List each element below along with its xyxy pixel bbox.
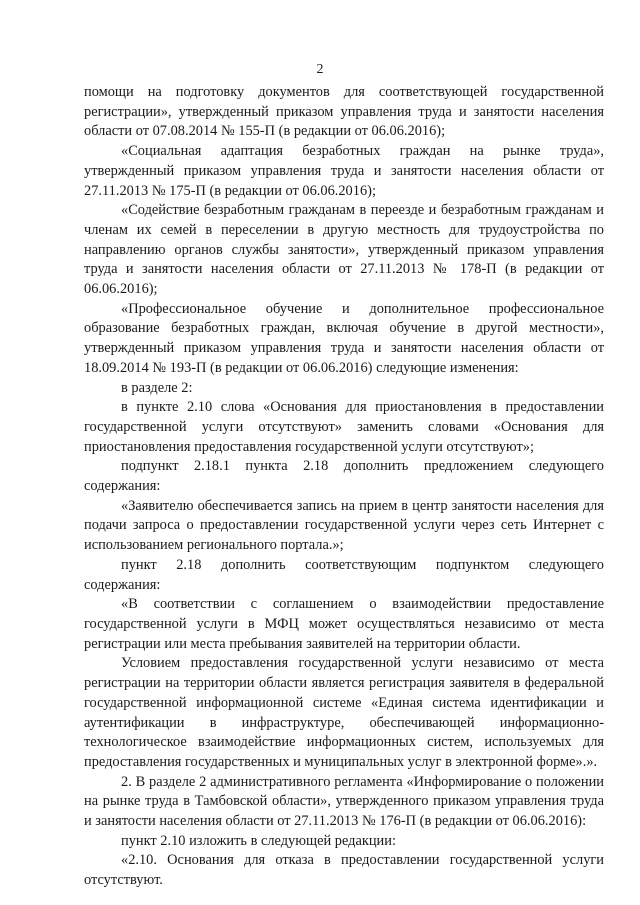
paragraph: Условием предоставления государственной услуги независимо от места регистрации на территории области является регистрация заявителя в федеральной государственной информационной системе «Единая система идентификации и аутентификации в инфраструктуре, обеспечивающей информационно-технологическое взаимодействие информационных систем, используемых для предоставления государственных и муниципальных услуг в электронной форме».». xyxy=(84,655,604,770)
paragraph: помощи на подготовку документов для соответствующей государственной регистрации», утвержденный приказом управления труда и занятости населения области от 07.08.2014 № 155-П (в редакции от 06.06.2016); xyxy=(84,84,604,140)
paragraph: «Содействие безработным гражданам в переезде и безработным гражданам и членам их семей в переселении в другую местность для трудоустройства по направлению органов службы занятости», утвержденный приказом управления труда и занятости населения области от 27.11.2013 № 178-П (в редакции от 06.06.2016); xyxy=(84,202,604,298)
paragraph: подпункт 2.18.1 пункта 2.18 дополнить предложением следующего содержания: xyxy=(84,458,604,495)
paragraph: пункт 2.18 дополнить соответствующим подпунктом следующего содержания: xyxy=(84,556,604,593)
paragraph: пункт 2.10 изложить в следующей редакции: xyxy=(121,832,396,849)
paragraph: в разделе 2: xyxy=(121,379,193,396)
paragraph: «Профессиональное обучение и дополнительное профессиональное образование безработных граждан, включая обучение в другой местности», утвержденный приказом управления труда и занятости населения области от 18.09.2014 № 193-П (в редакции от 06.06.2016) следующие изменения: xyxy=(84,300,604,376)
paragraph: «2.10. Основания для отказа в предоставлении государственной услуги отсутствуют. xyxy=(84,852,604,889)
page-number: 2 xyxy=(316,62,324,77)
paragraph: 2. В разделе 2 административного регламента «Информирование о положении на рынке труда в Тамбовской области», утвержденного приказом управления труда и занятости населения области от 27.11.2013 № 176-П (в редакции от 06.06.2016): xyxy=(84,773,604,830)
paragraph: в пункте 2.10 слова «Основания для приостановления в предоставлении государственной услуги отсутствуют» заменить словами «Основания для приостановления предоставления государственной услуги отсутствуют»; xyxy=(84,399,604,455)
paragraph: «В соответствии с соглашением о взаимодействии предоставление государственной услуги в МФЦ может осуществляться независимо от места регистрации или места пребывания заявителей на территории области. xyxy=(84,596,604,652)
paragraph: «Социальная адаптация безработных граждан на рынке труда», утвержденный приказом управления труда и занятости населения области от 27.11.2013 № 175-П (в редакции от 06.06.2016); xyxy=(84,143,604,199)
paragraph: «Заявителю обеспечивается запись на прием в центр занятости населения для подачи запроса о предоставлении государственной услуги через сеть Интернет с использованием регионального портала.»; xyxy=(84,497,604,554)
document-body xyxy=(84,83,604,891)
